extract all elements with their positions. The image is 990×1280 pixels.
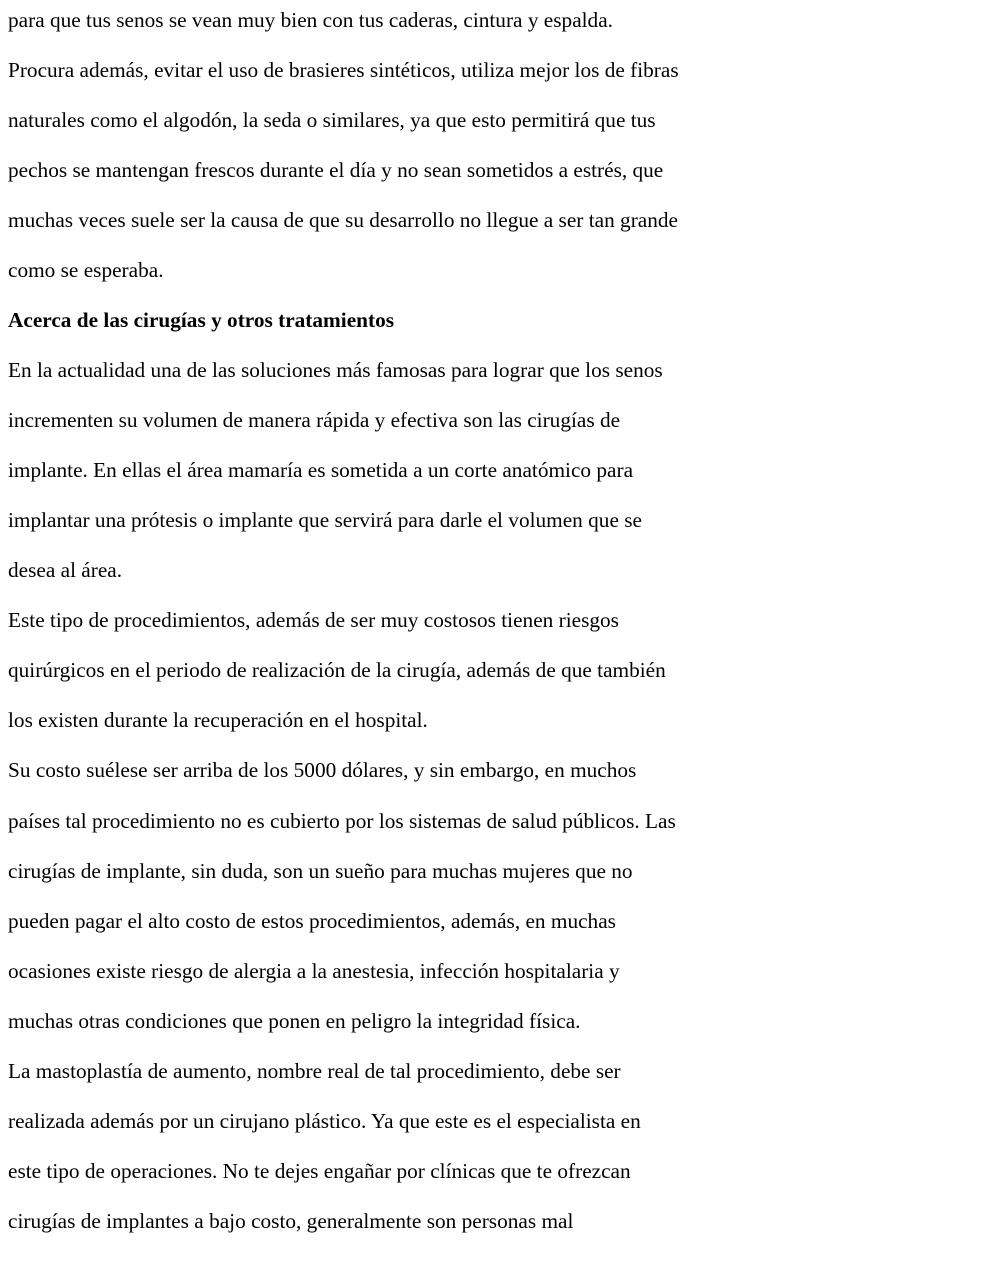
text-line: realizada además por un cirujano plástico. Ya que este es el especialista en [8, 1109, 641, 1133]
text-line: pechos se mantengan frescos durante el día y no sean sometidos a estrés, que [8, 158, 664, 182]
text-line: pueden pagar el alto costo de estos procedimientos, además, en muchas [8, 909, 616, 933]
text-line: como se esperaba. [8, 258, 164, 282]
text-line: quirúrgicos en el periodo de realización de la cirugía, además de que también [8, 658, 666, 682]
text-line: implante. En ellas el área mamaría es sometida a un corte anatómico para [8, 458, 634, 482]
text-line: implantar una prótesis o implante que servirá para darle el volumen que se [8, 508, 642, 532]
text-line: En la actualidad una de las soluciones más famosas para lograr que los senos [8, 358, 663, 382]
text-line: muchas otras condiciones que ponen en peligro la integridad física. [8, 1009, 581, 1033]
text-line: incrementen su volumen de manera rápida y efectiva son las cirugías de [8, 408, 621, 432]
text-line: desea al área. [8, 558, 123, 582]
text-line: Su costo suélese ser arriba de los 5000 dólares, y sin embargo, en muchos [8, 758, 637, 782]
text-line: muchas veces suele ser la causa de que su desarrollo no llegue a ser tan grande [8, 208, 678, 232]
text-line: países tal procedimiento no es cubierto por los sistemas de salud públicos. Las [8, 809, 676, 833]
text-line: naturales como el algodón, la seda o similares, ya que esto permitirá que tus [8, 108, 656, 132]
section-heading: Acerca de las cirugías y otros tratamientos [8, 308, 395, 332]
text-line: cirugías de implante, sin duda, son un sueño para muchas mujeres que no [8, 859, 633, 883]
text-line: cirugías de implantes a bajo costo, generalmente son personas mal [8, 1209, 574, 1233]
text-line: los existen durante la recuperación en el hospital. [8, 708, 428, 732]
text-line: Este tipo de procedimientos, además de ser muy costosos tienen riesgos [8, 608, 619, 632]
text-line: ocasiones existe riesgo de alergia a la anestesia, infección hospitalaria y [8, 959, 620, 983]
text-line: para que tus senos se vean muy bien con tus caderas, cintura y espalda. [8, 8, 613, 32]
text-line: este tipo de operaciones. No te dejes engañar por clínicas que te ofrezcan [8, 1159, 631, 1183]
text-line: Procura además, evitar el uso de brasieres sintéticos, utiliza mejor los de fibras [8, 58, 679, 82]
text-line: La mastoplastía de aumento, nombre real de tal procedimiento, debe ser [8, 1059, 621, 1083]
